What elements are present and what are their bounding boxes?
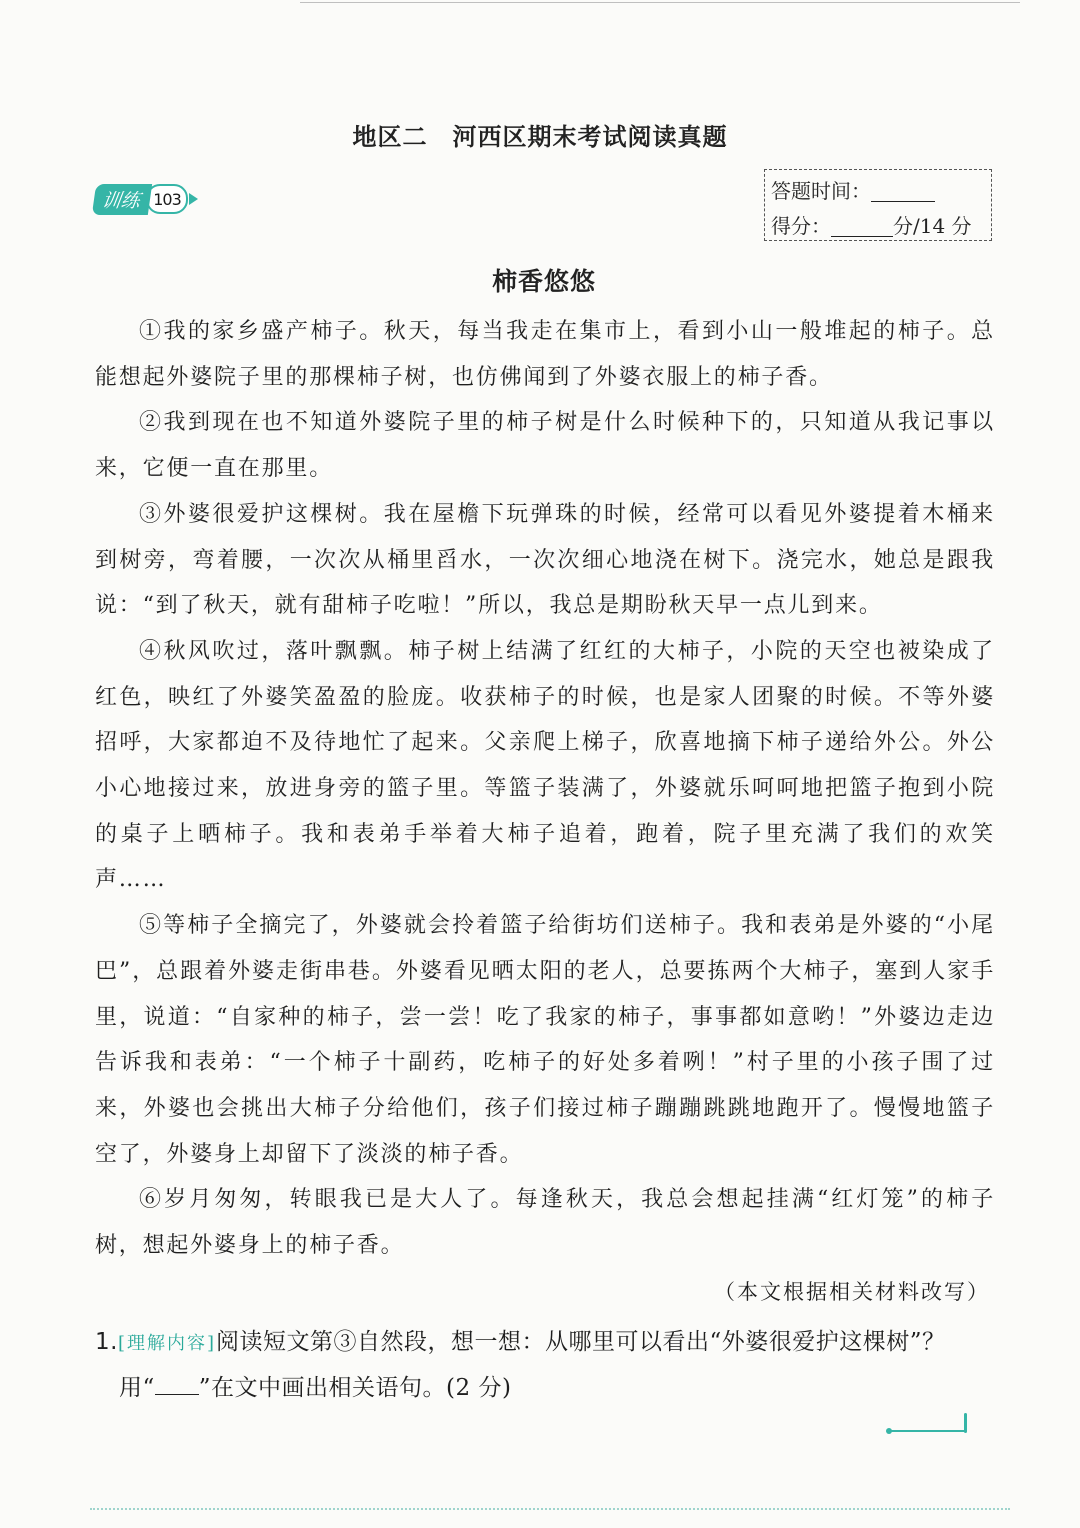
score-total: 分/14 分 [893,214,972,238]
bottom-rule [90,1508,1010,1510]
answer-time-label: 答题时间： [771,179,871,203]
paragraph-4: ④秋风吹过，落叶飘飘。柿子树上结满了红红的大柿子，小院的天空也被染成了红色，映红了外婆笑盈盈的脸庞。收获柿子的时候，也是家人团聚的时候。不等外婆招呼，大家都迫不及待地忙了起来。父亲爬上梯子，欣喜地摘下柿子递给外公。外公小心地接过来，放进身旁的篮子里。等篮子装满了，外婆就乐呵呵地把篮子抱到小院的桌子上晒柿子。我和表弟手举着大柿子追着，跑着，院子里充满了我们的欢笑声…… [95,638,995,893]
score-row [771,210,972,239]
answer-time-blank[interactable] [871,181,935,202]
paragraph-6: ⑥岁月匆匆，转眼我已是大人了。每逢秋天，我总会想起挂满“红灯笼”的柿子树，想起外婆身上的柿子香。 [95,1187,995,1259]
section-title: 地区二 河西区期末考试阅读真题 [352,123,728,151]
article-source: （本文根据相关材料改写） [714,1280,990,1304]
question-instruction-suffix: ”在文中画出相关语句。(2 分) [198,1375,512,1401]
question-text: 阅读短文第③自然段，想一想：从哪里可以看出“外婆很爱护这棵树”？ [216,1329,946,1355]
arrow-right-icon [189,193,198,205]
underline-sample [155,1372,199,1395]
question-number: 1. [95,1329,118,1355]
answer-time-row [771,175,935,204]
training-badge-number: 103 [146,184,188,214]
question-instruction-prefix: 用“ [119,1375,155,1401]
answer-line[interactable] [890,1430,965,1432]
question-line-1 [95,1320,1000,1366]
question-line-2 [95,1366,1000,1411]
score-blank[interactable] [831,216,893,237]
top-rule [300,2,1020,3]
paragraph-5: ⑤等柿子全摘完了，外婆就会拎着篮子给街坊们送柿子。我和表弟是外婆的“小尾巴”，总跟着外婆走街串巷。外婆看见晒太阳的老人，总要拣两个大柿子，塞到人家手里，说道：“自家种的柿子，尝一尝！吃了我家的柿子，事事都如意哟！”外婆边走边告诉我和表弟：“一个柿子十副药，吃柿子的好处多着咧！”村子里的小孩子围了过来，外婆也会挑出大柿子分给他们，孩子们接过柿子蹦蹦跳跳地跑开了。慢慢地篮子空了，外婆身上却留下了淡淡的柿子香。 [95,913,995,1167]
answer-line-end [964,1413,967,1433]
score-label: 得分： [771,214,831,238]
article-body [95,309,995,1269]
question-1 [95,1320,1000,1411]
training-badge-label: 训练 [92,184,152,215]
paragraph-3: ③外婆很爱护这棵树。我在屋檐下玩弹珠的时候，经常可以看见外婆提着木桶来到树旁，弯着腰，一次次从桶里舀水，一次次细心地浇在树下。浇完水，她总是跟我说：“到了秋天，就有甜柿子吃啦！”所以，我总是期盼秋天早一点儿到来。 [95,501,995,619]
training-badge [94,184,198,214]
paragraph-1: ①我的家乡盛产柿子。秋天，每当我走在集市上，看到小山一般堆起的柿子。总能想起外婆院子里的那棵柿子树，也仿佛闻到了外婆衣服上的柿子香。 [95,319,995,390]
score-box [764,169,992,241]
question-tag: [理解内容] [117,1333,216,1354]
article-title: 柿香悠悠 [491,267,596,296]
paragraph-2: ②我到现在也不知道外婆院子里的柿子树是什么时候种下的，只知道从我记事以来，它便一直在那里。 [95,410,995,482]
